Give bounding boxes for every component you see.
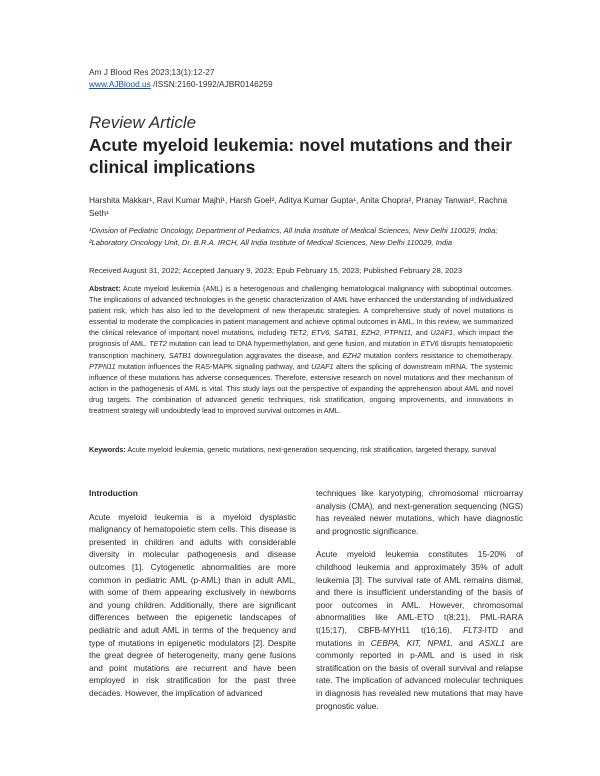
abstract-text: disrupts hematopoietic transcription machinery, (89, 339, 513, 360)
gene-name: PTPN11 (89, 361, 116, 371)
journal-site-link[interactable]: www.AJBlood.us (89, 79, 151, 89)
abstract-text: mutation can lead to DNA hypermethylation, and gene fusion, and mutation in (166, 339, 421, 349)
affiliations: ¹Division of Pediatric Oncology, Department of Pediatrics, All India Institute of Medical Sciences, New Delhi 110029, India; ²Laboratory Oncology Unit, Dr. B.R.A. IRCH, All India Institute of Medical Sciences, New Delhi 110029, India (89, 226, 498, 247)
abstract-text: downregulation aggravates the disease, and (191, 350, 343, 360)
link-line (89, 78, 273, 90)
article-type: Review Article (89, 113, 197, 132)
abstract-text: , which impact the prognosis of AML. (89, 328, 513, 349)
author-list: Harshita Makkar¹, Ravi Kumar Majhi¹, Harsh Goel², Aditya Kumar Gupta¹, Anita Chopra², Pranay Tanwar², Rachna Seth¹ (89, 195, 508, 218)
gene-name: U2AF1 (311, 361, 334, 371)
paragraph-text: and (452, 637, 479, 648)
journal-header (89, 66, 273, 90)
gene-name: EZH2 (342, 350, 361, 360)
keywords-text: Acute myeloid leukemia, genetic mutations, next-generation sequencing, risk stratification, targeted therapy, survival (125, 445, 496, 454)
article-title: Acute myeloid leukemia: novel mutations and their clinical implications (89, 135, 513, 177)
keywords (89, 444, 513, 455)
keywords-label: Keywords: (89, 445, 126, 454)
abstract-text: alters the splicing of downstream mRNA. The systemic influence of these mutations has adverse consequences. Therefore, extensive research on novel mutations and their mechanism of action in the pathogenesis of AML is vital. This study lays out the perspective of expanding the apprehension about AML and novel drug targets. The combination of advanced genetic techniques, risk stratification, ongoing improvements, and innovations in treatment strategy will undoubtedly lead to improved survival outcomes in AML. (89, 361, 513, 416)
intro-paragraph-3 (316, 548, 523, 712)
section-heading-introduction: Introduction (89, 488, 138, 498)
gene-names: TET2, ETV6, SATB1, EZH2, PTPN11, (288, 328, 413, 338)
citation-line: Am J Blood Res 2023;13(1):12-27 (89, 67, 215, 77)
left-column (89, 487, 296, 711)
abstract-text: mutation confers resistance to chemotherapy. (360, 350, 513, 360)
intro-paragraph-1: Acute myeloid leukemia is a myeloid dysplastic malignancy of hematopoietic stem cells. This disease is presented in children and adults with considerable diversity in molecular pathogenesis and disease outcomes [1]. Cytogenetic abnormalities are more common in pediatric AML (p-AML) than in adult AML, with some of them appearing exclusively in newborns and young children. Additionally, there are significant differences between the epigenetic landscapes of pediatric and adult AML in terms of the frequency and type of mutations in epigenetic modulators [2]. Despite the great degree of heterogeneity, many gene fusions and point mutations are recurrent and have been employed in risk stratification for the past three decades. However, the implication of advanced (89, 511, 296, 698)
paragraph-text: Acute myeloid leukemia constitutes 15-20% of childhood leukemia and approximately 35% of adult leukemia [3]. The survival rate of AML remains dismal, and there is insufficient understanding of the basis of poor outcomes in AML. However, chromosomal abnormalities like AML-ETO t(8;21), PML-RARA t(15;17), CBFB-MYH11 t(16;16), (316, 549, 523, 635)
gene-name: SATB1 (168, 350, 192, 360)
gene-name: ASXL1 (478, 637, 505, 648)
paragraph-text: are commonly reported in p-AML and is used in risk stratification on the basis of overall survival and relapse rate. The implication of advanced molecular techniques in diagnosis has revealed new mutations that may have prognostic value. (316, 637, 523, 711)
abstract-text: and (412, 328, 431, 338)
abstract-text: mutation influences the RAS-MAPK signaling pathway, and (115, 361, 312, 371)
gene-name: FLT3 (463, 624, 482, 635)
gene-name: U2AF1 (430, 328, 453, 338)
gene-name: TET2 (149, 339, 167, 349)
publication-dates: Received August 31, 2022; Accepted January 9, 2023; Epub February 15, 2023; Published February 28, 2023 (89, 266, 463, 275)
gene-name: ETV6 (420, 339, 439, 349)
issn-text: /ISSN:2160-1992/AJBR0146259 (150, 79, 273, 89)
paragraph-text: -ITD and mutations in (316, 624, 523, 648)
abstract-label: Abstract: (89, 284, 121, 293)
abstract (89, 283, 513, 416)
abstract-text: Acute myeloid leukemia (AML) is a heterogenous and challenging hematological malignancy with suboptimal outcomes. The implications of advanced technologies in the genetic characterization of AML have enhanced the understanding of individualized patient risk, which has also led to the development of new therapeutic strategies. A comprehensive study of novel mutations is essential to moderate the complicacies in patient management and achieve optimal outcomes in AML. In this review, we summarized the clinical relevance of important novel mutations, including (89, 284, 513, 338)
right-column (316, 487, 523, 723)
intro-paragraph-2: techniques like karyotyping, chromosomal microarray analysis (CMA), and next-generation sequencing (NGS) has revealed newer mutations, which have diagnostic and prognostic significance. (316, 488, 523, 536)
gene-names: CEBPA, KIT, NPM1, (370, 637, 453, 648)
